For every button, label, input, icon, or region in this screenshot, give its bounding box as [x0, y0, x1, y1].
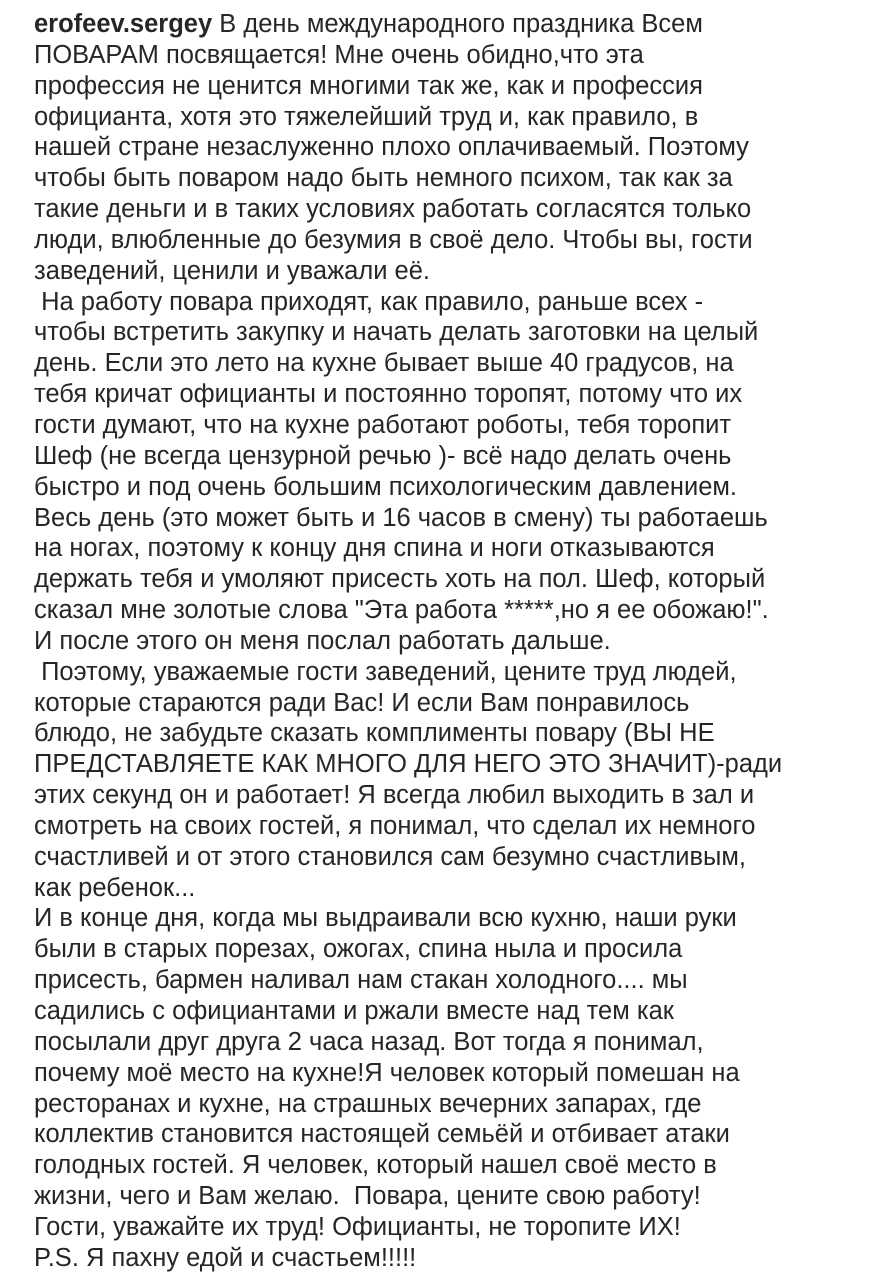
caption-line: которые стараются ради Вас! И если Вам понравилось: [34, 688, 690, 717]
caption-line: ПОВАРАМ посвящается! Мне очень обидно,что эта: [34, 40, 644, 69]
caption-line: смотреть на своих гостей, я понимал, что сделал их немного: [34, 811, 756, 840]
caption-line: почему моё место на кухне!Я человек который помешан на: [34, 1058, 740, 1087]
caption-line: блюдо, не забудьте сказать комплименты повару (ВЫ НЕ: [34, 719, 715, 748]
caption-line: люди, влюбленные до безумия в своё дело. Чтобы вы, гости: [34, 225, 753, 254]
caption-line: сказал мне золотые слова "Эта работа *****,но я ее обожаю!".: [34, 596, 769, 625]
caption-line: жизни, чего и Вам желаю. Повара, цените свою работу!: [34, 1182, 701, 1211]
caption-line: как ребенок...: [34, 873, 196, 902]
caption-line: Поэтому, уважаемые гости заведений, цените труд людей,: [34, 657, 737, 686]
caption-body: [34, 40, 834, 1274]
caption-line: нашей стране незаслуженно плохо оплачиваемый. Поэтому: [34, 133, 749, 162]
caption-line: чтобы быть поваром надо быть немного психом, так как за: [34, 164, 733, 193]
caption-line: коллектив становится настоящей семьёй и отбивает атаки: [34, 1120, 730, 1149]
caption-line: такие деньги и в таких условиях работать согласятся только: [34, 195, 752, 224]
caption-line: официанта, хотя это тяжелейший труд и, как правило, в: [34, 102, 699, 131]
caption-line: И после этого он меня послал работать дальше.: [34, 626, 611, 655]
caption-line: заведений, ценили и уважали её.: [34, 256, 431, 285]
caption-line: Шеф (не всегда цензурной речью )- всё надо делать очень: [34, 441, 732, 470]
caption-line: были в старых порезах, ожогах, спина ныла и просила: [34, 935, 683, 964]
caption-line: ресторанах и кухне, на страшных вечерних запарах, где: [34, 1089, 702, 1118]
caption-line: день. Если это лето на кухне бывает выше 40 градусов, на: [34, 349, 734, 378]
caption-line: Весь день (это может быть и 16 часов в смену) ты работаешь: [34, 503, 768, 532]
caption-line: ПРЕДСТАВЛЯЕТЕ КАК МНОГО ДЛЯ НЕГО ЭТО ЗНАЧИТ)-ради: [34, 750, 783, 779]
caption-line: посылали друг друга 2 часа назад. Вот тогда я понимал,: [34, 1027, 704, 1056]
username-link[interactable]: erofeev.sergey: [34, 10, 213, 38]
caption-line: Гости, уважайте их труд! Официанты, не торопите ИХ!: [34, 1212, 681, 1241]
caption-line: И в конце дня, когда мы выдраивали всю кухню, наши руки: [34, 904, 737, 933]
caption-line-1: [34, 9, 834, 40]
caption-line: на ногах, поэтому к концу дня спина и ноги отказываются: [34, 534, 715, 563]
caption-line: присесть, бармен наливал нам стакан холодного.... мы: [34, 966, 688, 995]
caption-line: На работу повара приходят, как правило, раньше всех -: [34, 287, 704, 316]
caption-line: держать тебя и умоляют присесть хоть на пол. Шеф, который: [34, 565, 766, 594]
caption-text: В день международного праздника Всем: [219, 10, 703, 38]
caption-line: голодных гостей. Я человек, который нашел своё место в: [34, 1151, 717, 1180]
caption-line: профессия не ценится многими так же, как и профессия: [34, 71, 703, 100]
caption-line: этих секунд он и работает! Я всегда любил выходить в зал и: [34, 781, 755, 810]
caption-line: садились с официантами и ржали вместе над тем как: [34, 997, 674, 1025]
caption-line: тебя кричат официанты и постоянно торопят, потому что их: [34, 380, 743, 409]
caption-line: чтобы встретить закупку и начать делать заготовки на целый: [34, 318, 759, 347]
caption-line: быстро и под очень большим психологическим давлением.: [34, 472, 738, 501]
caption-line: гости думают, что на кухне работают роботы, тебя торопит: [34, 410, 732, 439]
caption-line: счастливей и от этого становился сам безумно счастливым,: [34, 842, 746, 871]
post-caption: [34, 9, 834, 1274]
caption-line: P.S. Я пахну едой и счастьем!!!!!: [34, 1243, 417, 1272]
